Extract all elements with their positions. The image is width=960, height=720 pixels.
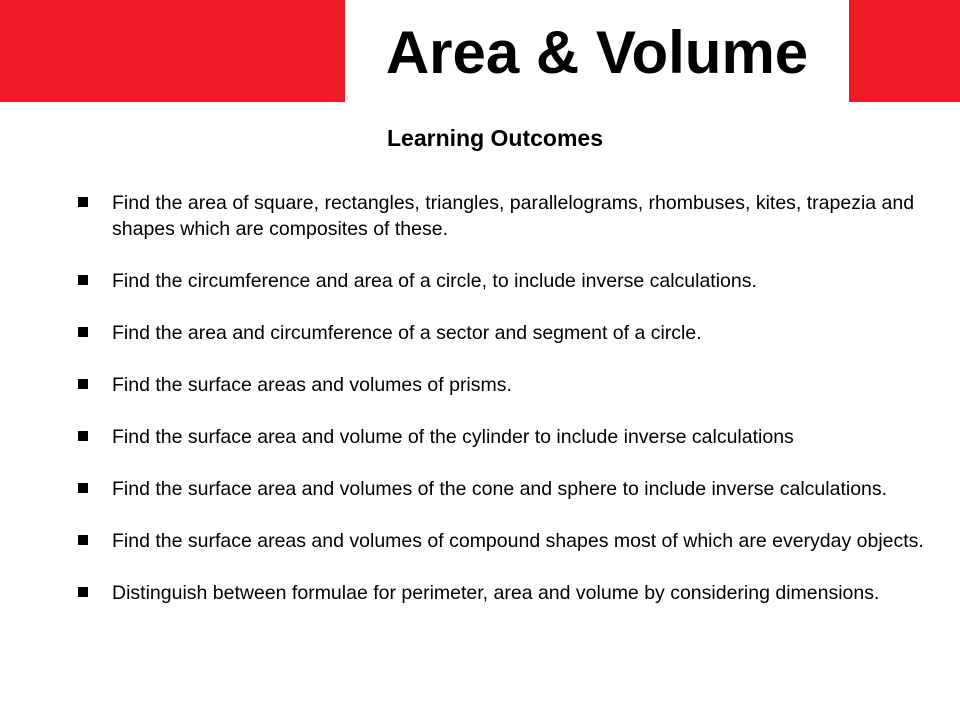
outcome-text: Find the surface areas and volumes of compound shapes most of which are everyday objects.	[112, 530, 924, 552]
square-bullet-icon	[78, 379, 88, 389]
outcome-item	[76, 528, 936, 554]
outcome-item	[76, 190, 936, 242]
slide-subtitle: Learning Outcomes	[387, 125, 603, 151]
outcome-item	[76, 268, 936, 294]
outcome-text: Distinguish between formulae for perimeter, area and volume by considering dimensions.	[112, 582, 880, 604]
outcome-item	[76, 476, 936, 502]
outcome-item	[76, 580, 936, 606]
outcome-text: Find the circumference and area of a circle, to include inverse calculations.	[112, 270, 757, 292]
outcome-text: Find the surface area and volumes of the cone and sphere to include inverse calculations.	[112, 478, 888, 500]
slide-title: Area & Volume	[385, 19, 809, 86]
outcome-text: Find the area of square, rectangles, triangles, parallelograms, rhombuses, kites, trapezia and shapes which are composites of these.	[112, 192, 915, 240]
learning-outcomes-list	[76, 190, 936, 632]
square-bullet-icon	[78, 587, 88, 597]
outcome-text: Find the surface area and volume of the cylinder to include inverse calculations	[112, 426, 794, 448]
outcome-text: Find the surface areas and volumes of prisms.	[112, 374, 512, 396]
square-bullet-icon	[78, 535, 88, 545]
outcome-item	[76, 424, 936, 450]
title-banner-left	[0, 0, 345, 102]
outcome-item	[76, 320, 936, 346]
square-bullet-icon	[78, 483, 88, 493]
square-bullet-icon	[78, 275, 88, 285]
square-bullet-icon	[78, 197, 88, 207]
title-banner-right	[849, 0, 960, 102]
outcome-text: Find the area and circumference of a sector and segment of a circle.	[112, 322, 702, 344]
square-bullet-icon	[78, 431, 88, 441]
square-bullet-icon	[78, 327, 88, 337]
outcome-item	[76, 372, 936, 398]
